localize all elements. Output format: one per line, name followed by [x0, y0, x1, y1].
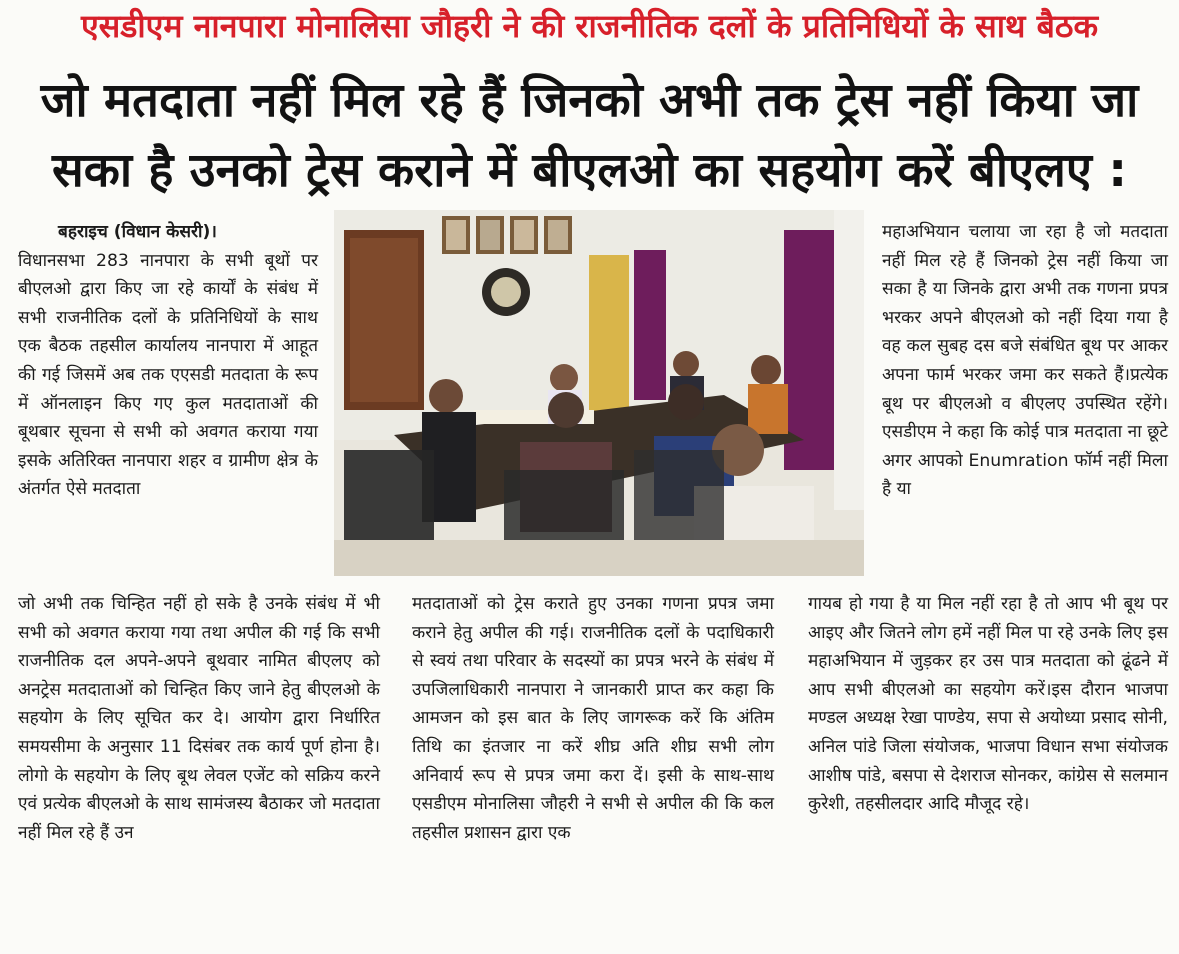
main-headline: जो मतदाता नहीं मिल रहे हैं जिनको अभी तक ट्रेस नहीं किया जा सका है उनको ट्रेस कराने में बीएलओ का सहयोग करें बीएलए : — [40, 73, 1139, 198]
article-paragraph: विधानसभा 283 नानपारा के सभी बूथों पर बीएलओ द्वारा किए जा रहे कार्यों के संबंध में सभी राजनीतिक दलों के प्रतिनिधियों के साथ एक बैठक तहसील कार्यालय नानपारा में आहूत की गई जिसमें अब तक एएसडी मतदाता के रूप में ऑनलाइन किए गए कुल मतदाताओं की बूथबार सूचना से सभी को अवगत कराया गया इसके अतिरिक्त नानपारा शहर व ग्रामीण क्षेत्र के अंतर्गत ऐसे मतदाता — [18, 250, 318, 500]
article-paragraph: जो अभी तक चिन्हित नहीं हो सके है उनके संबंध में भी सभी को अवगत कराया गया तथा अपील की गई कि सभी राजनीतिक दल अपने-अपने बूथवार नामित बीएलए को अनट्रेस मतदाताओं को चिन्हित किए जाने हेतु बीएलओ के सहयोग के लिए सूचित कर दे। आयोग द्वारा निर्धारित समयसीमा के अनुसार 11 दिसंबर तक कार्य पूर्ण होना है। लोगो के सहयोग के लिए बूथ लेवल एजेंट को सक्रिय करने एवं प्रत्येक बीएलओ के साथ सामंजस्य बैठाकर जो मतदाता नहीं मिल रहे हैं उन — [18, 594, 380, 843]
article-column-2 — [412, 590, 774, 847]
article-paragraph: मतदाताओं को ट्रेस कराते हुए उनका गणना प्रपत्र जमा कराने हेतु अपील की गई। राजनीतिक दलों के पदाधिकारी से स्वयं तथा परिवार के सदस्यों का प्रपत्र भरने के संबंध में उपजिलाधिकारी नानपारा ने जानकारी प्राप्त कर कहा कि आमजन को इस बात के लिए जागरूक करें कि अंतिम तिथि का इंतजार ना करें शीघ्र अति शीघ्र सभी लोग अनिवार्य रूप से प्रपत्र जमा करा दें। इसी के साथ-साथ एसडीएम मोनालिसा जौहरी ने सभी से अपील की कि कल तहसील प्रशासन द्वारा एक — [412, 594, 774, 843]
dateline: बहराइच (विधान केसरी)। — [58, 222, 217, 242]
kicker-headline: एसडीएम नानपारा मोनालिसा जौहरी ने की राजनीतिक दलों के प्रतिनिधियों के साथ बैठक — [80, 7, 1099, 45]
article-paragraph: गायब हो गया है या मिल नहीं रहा है तो आप भी बूथ पर आइए और जितने लोग हमें नहीं मिल पा रहे उनके लिए इस महाअभियान में जुड़कर हर उस पात्र मतदाता को ढूंढने में आप सभी बीएलओ का सहयोग करें।इस दौरान भाजपा मण्डल अध्यक्ष रेखा पाण्डेय, सपा से अयोध्या प्रसाद सोनी, अनिल पांडे जिला संयोजक, भाजपा विधान सभा संयोजक आशीष पांडे, बसपा से देशराज सोनकर, कांग्रेस से सलमान कुरेशी, तहसीलदार आदि मौजूद रहे। — [808, 594, 1168, 815]
meeting-photo — [334, 210, 864, 576]
article-column-1-bottom — [18, 590, 380, 847]
article-column-3-bottom — [808, 590, 1168, 819]
article-column-1-top — [18, 218, 318, 504]
article-paragraph: महाअभियान चलाया जा रहा है जो मतदाता नहीं मिल रहे हैं जिनको ट्रेस नहीं किया जा सका है या जिनके द्वारा अभी तक गणना प्रपत्र भरकर अपने बीएलओ को नहीं दिया गया है वह कल सुबह दस बजे संबंधित बूथ पर आकर अपना फार्म भरकर जमा कर सकते हैं।प्रत्येक बूथ पर बीएलओ व बीएलए उपस्थित रहेंगे। एसडीएम ने कहा कि कोई पात्र मतदाता ना छूटे अगर आपको Enumration फॉर्म नहीं मिला है या — [882, 222, 1168, 500]
article-column-3-top — [882, 218, 1168, 504]
meeting-room-image — [334, 210, 864, 576]
